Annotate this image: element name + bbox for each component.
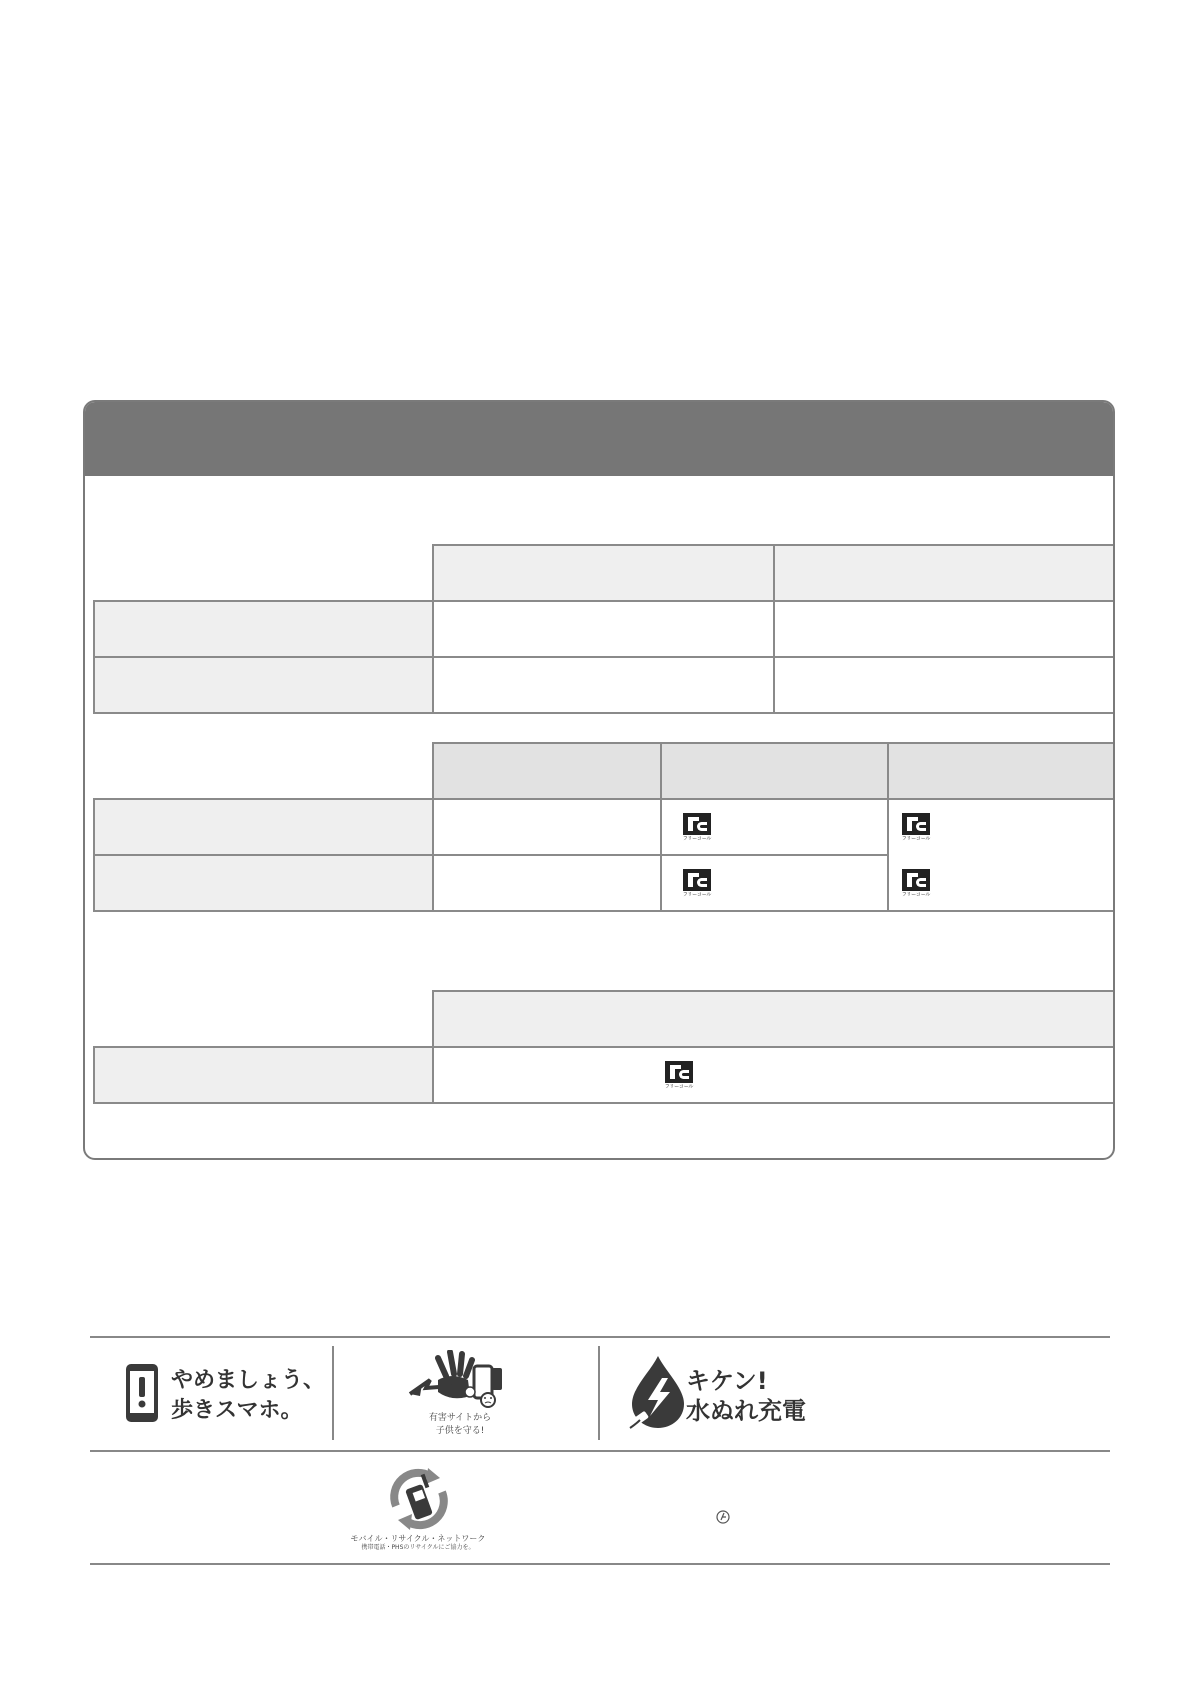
banner-bottom-rule [90,1563,1110,1565]
smartphone-exclamation-icon [124,1362,160,1424]
table2-header-col1 [432,742,662,800]
table2-row1-col1 [432,798,662,856]
child-protection-icon [408,1350,512,1410]
table3-header [432,990,1115,1048]
contact-info-box [83,400,1115,1160]
table2-row12-col3 [887,798,1115,912]
banner-middle-rule [90,1450,1110,1452]
table3-row1-label [93,1046,434,1104]
table1-row2-label [93,656,434,714]
table2-row2-col2 [660,854,889,912]
harmful-sites-line1: 有害サイトから [428,1413,492,1423]
walking-smartphone-line1: やめましょう、 [171,1368,326,1393]
table1-header-col2 [773,544,1115,602]
recycle-caption [348,1534,488,1552]
table1-row1-label [93,600,434,658]
table1-row1-col2 [773,600,1115,658]
banner-divider [598,1346,600,1440]
walking-smartphone-text [171,1366,325,1426]
registered-mark-icon [716,1510,730,1524]
table1-header-col1 [432,544,775,602]
recycle-title: モバイル・リサイクル・ネットワーク [350,1534,486,1543]
table3-row1-value [432,1046,1115,1104]
recycle-subtitle: 携帯電話・PHSのリサイクルにご協力を。 [361,1544,475,1551]
water-drop-lightning-icon [628,1354,688,1430]
freecall-icon: フリーコール [899,869,933,901]
banner-top-rule [90,1336,1110,1338]
freecall-icon: フリーコール [680,869,714,901]
mobile-recycle-icon [386,1466,452,1532]
harmful-sites-line2: 子供を守る! [435,1426,485,1436]
wet-charging-text [686,1366,806,1426]
table1-row2-col1 [432,656,775,714]
table2-row1-col2 [660,798,889,856]
table2-header-col3 [887,742,1115,800]
table2-row1-label [93,798,434,856]
banner-divider [332,1346,334,1440]
table2-header-col2 [660,742,889,800]
freecall-icon: フリーコール [680,813,714,845]
wet-charging-line2: 水ぬれ充電 [686,1397,806,1425]
table2-row2-col1 [432,854,662,912]
walking-smartphone-line2: 歩きスマホ。 [171,1398,303,1423]
table2-row2-label [93,854,434,912]
wet-charging-line1: キケン! [686,1367,768,1395]
freecall-icon: フリーコール [899,813,933,845]
freecall-icon: フリーコール [662,1061,696,1093]
harmful-sites-caption [410,1412,510,1438]
table1-row1-col1 [432,600,775,658]
table1-row2-col2 [773,656,1115,714]
box-header [85,402,1113,476]
